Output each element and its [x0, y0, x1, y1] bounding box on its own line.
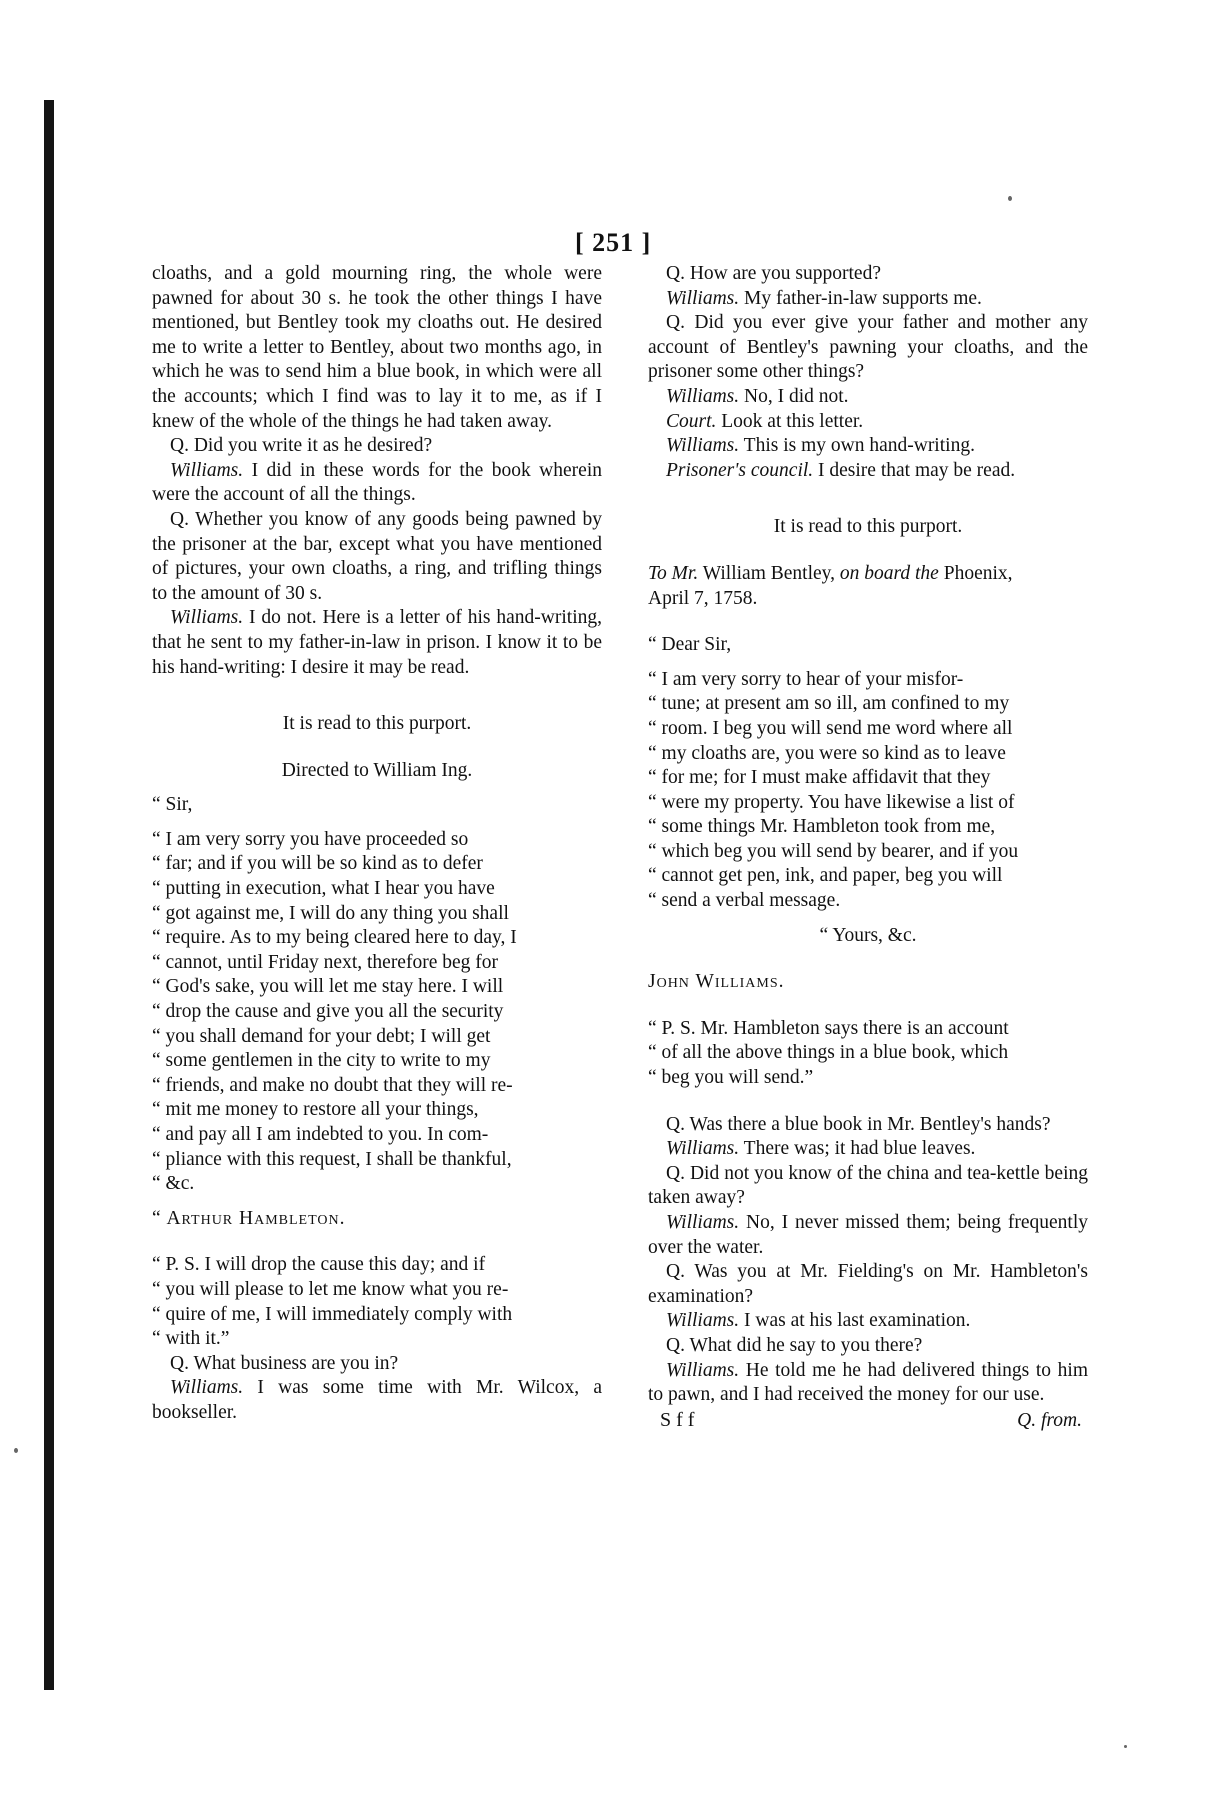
speaker: Williams.	[666, 1310, 740, 1332]
remark-text: I desire that may be read.	[813, 459, 1016, 481]
speaker: Williams.	[666, 287, 740, 309]
question: Q. Whether you know of any goods being pawned by the prisoner at the bar, except what you have mentioned of pictures, your own cloaths, a ring, and trifling things to the amount of 30 s.	[152, 508, 602, 604]
court-remark	[648, 410, 1088, 435]
postscript-line: “ of all the above things in a blue book, which	[648, 1042, 1009, 1064]
answer	[152, 459, 602, 508]
speaker: Williams.	[666, 1138, 740, 1160]
postscript	[152, 1253, 602, 1351]
address-to: To Mr.	[648, 562, 699, 584]
letter-line: “ cannot get pen, ink, and paper, beg you will	[648, 865, 1003, 887]
scan-speck	[1008, 196, 1012, 201]
letter-line: “ require. As to my being cleared here to day, I	[152, 927, 517, 949]
question: Q. What did he say to you there?	[666, 1334, 923, 1356]
answer	[648, 287, 1088, 312]
right-column	[648, 262, 1088, 1433]
speaker: Williams.	[666, 1359, 740, 1381]
postscript-line: “ P. S. I will drop the cause this day; and if	[152, 1254, 486, 1276]
answer	[152, 1376, 602, 1425]
letter-line: “ my cloaths are, you were so kind as to leave	[648, 742, 1006, 764]
postscript-line: “ with it.”	[152, 1328, 230, 1350]
speaker: Williams.	[170, 1377, 244, 1399]
answer-text: No, I never missed them; being frequently over the water.	[648, 1212, 1088, 1258]
page-footer	[648, 1408, 1088, 1434]
speaker: Williams.	[170, 459, 244, 481]
letter-line: “ God's sake, you will let me stay here. I will	[152, 976, 504, 998]
remark-text: Look at this letter.	[716, 410, 864, 432]
answer-text: I was some time with Mr. Wilcox, a bookseller.	[152, 1377, 602, 1423]
answer	[648, 1211, 1088, 1260]
letter-body	[152, 828, 602, 1197]
answer-text: I did in these words for the book wherein were the account of all the things.	[152, 459, 602, 506]
letter-line: “ and pay all I am indebted to you. In com-	[152, 1124, 489, 1145]
letter-line: “ got against me, I will do any thing you shall	[152, 902, 509, 924]
answer-text: He told me he had delivered things to him to pawn, and I had received the money for our use.	[648, 1359, 1088, 1406]
letter-line: “ friends, and make no doubt that they will re-	[152, 1074, 513, 1096]
letter-line: “ some gentlemen in the city to write to my	[152, 1050, 491, 1072]
answer-text: There was; it had blue leaves.	[739, 1138, 976, 1160]
answer	[152, 606, 602, 680]
letter-address	[648, 562, 1088, 587]
answer	[648, 1359, 1088, 1408]
scan-speck	[1124, 1745, 1127, 1748]
postscript-line: “ beg you will send.”	[648, 1067, 814, 1089]
page-number: [ 251 ]	[575, 228, 652, 257]
answer	[648, 1137, 1088, 1162]
question: Q. Did you ever give your father and mother any account of Bentley's pawning your cloaths, and the prisoner some other things?	[648, 312, 1088, 383]
speaker: Williams.	[666, 435, 740, 457]
letter-body	[648, 668, 1088, 914]
letter-closing: “ Yours, &c.	[819, 924, 917, 946]
letter-line: “ pliance with this request, I shall be thankful,	[152, 1148, 512, 1170]
letter-signature: John Williams.	[648, 971, 785, 993]
letter-line: “ tune; at present am so ill, am confined to my	[648, 693, 1010, 715]
speaker: Williams.	[170, 607, 244, 629]
letter-line: “ putting in execution, what I hear you have	[152, 878, 495, 900]
letter-date: April 7, 1758.	[648, 587, 758, 609]
address-ship: Phoenix,	[938, 562, 1013, 584]
letter-line: “ cannot, until Friday next, therefore beg for	[152, 951, 499, 973]
letter-line: “ were my property. You have likewise a list of	[648, 791, 1015, 813]
letter-direction: Directed to William Ing.	[281, 759, 473, 781]
catchword: Q. from.	[1017, 1409, 1082, 1431]
speaker: Court.	[666, 410, 717, 432]
question: Q. What business are you in?	[170, 1352, 399, 1374]
answer-text: I was at his last examination.	[739, 1310, 971, 1332]
question: Q. Did you write it as he desired?	[170, 435, 433, 457]
left-column	[152, 262, 602, 1426]
letter-salutation: “ Sir,	[152, 794, 193, 816]
letter-salutation: “ Dear Sir,	[648, 634, 732, 656]
speaker: Williams.	[666, 1212, 740, 1233]
letter-line: “ mit me money to restore all your things,	[152, 1099, 479, 1121]
answer	[648, 434, 1088, 459]
letter-line: “ drop the cause and give you all the security	[152, 1001, 504, 1023]
question: Q. Was there a blue book in Mr. Bentley's hands?	[666, 1113, 1051, 1135]
binding-edge	[44, 100, 54, 1690]
answer-text: This is my own hand-writing.	[739, 435, 975, 457]
counsel-remark	[648, 459, 1088, 484]
postscript	[648, 1017, 1088, 1091]
speaker: Prisoner's council.	[666, 459, 814, 481]
letter-line: “ room. I beg you will send me word where all	[648, 717, 1013, 739]
answer	[648, 1309, 1088, 1334]
letter-signature: “ Arthur Hambleton.	[152, 1207, 346, 1229]
letter-line: “ far; and if you will be so kind as to defer	[152, 853, 483, 875]
answer-text: No, I did not.	[739, 385, 849, 407]
answer	[648, 385, 1088, 410]
question: Q. How are you supported?	[666, 263, 881, 284]
question: Q. Did not you know of the china and tea-kettle being taken away?	[648, 1162, 1088, 1209]
address-board: on board the	[839, 562, 939, 584]
read-note: It is read to this purport.	[282, 713, 472, 735]
letter-line: “ you shall demand for your debt; I will get	[152, 1025, 491, 1047]
letter-line: “ some things Mr. Hambleton took from me,	[648, 816, 996, 838]
postscript-line: “ quire of me, I will immediately comply with	[152, 1303, 513, 1325]
letter-line: “ I am very sorry to hear of your misfor-	[648, 668, 964, 690]
speaker: Williams.	[666, 385, 740, 407]
letter-line: “ send a verbal message.	[648, 890, 841, 912]
letter-line: “ which beg you will send by bearer, and if you	[648, 840, 1019, 862]
letter-line: “ I am very sorry you have proceeded so	[152, 828, 469, 850]
read-note: It is read to this purport.	[773, 516, 963, 538]
signature-mark: S f f	[660, 1408, 695, 1431]
postscript-line: “ you will please to let me know what you re-	[152, 1278, 509, 1300]
letter-line: “ &c.	[152, 1173, 195, 1195]
letter-line: “ for me; for I must make affidavit that they	[648, 767, 991, 789]
scan-speck	[14, 1448, 18, 1453]
answer-text: My father-in-law supports me.	[739, 287, 982, 309]
paragraph: cloaths, and a gold mourning ring, the whole were pawned for about 30 s. he took the other things I have mentioned, but Bentley took my cloaths out. He desired me to write a letter to Bentley, about two months ago, in which he was to send him a blue book, in which were all the accounts; which I find was to lay it to me, as if I knew of the whole of the things he had taken away.	[152, 263, 602, 432]
answer-text: I do not. Here is a letter of his hand-writing, that he sent to my father-in-law in prison. I know it to be his hand-writing: I desire it may be read.	[152, 607, 602, 678]
postscript-line: “ P. S. Mr. Hambleton says there is an account	[648, 1017, 1009, 1039]
address-name: William Bentley,	[698, 562, 840, 584]
question: Q. Was you at Mr. Fielding's on Mr. Hambleton's examination?	[648, 1261, 1088, 1307]
